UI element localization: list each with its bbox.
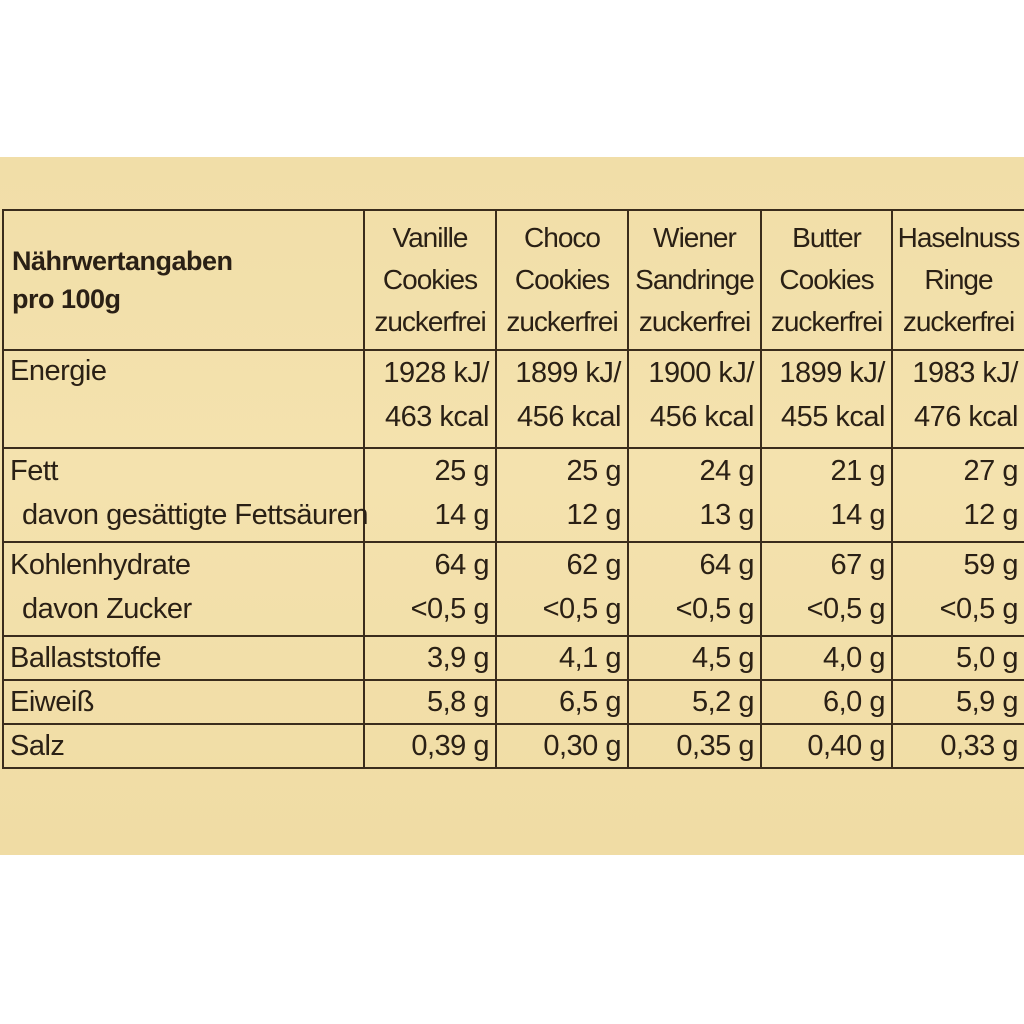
row-sub-label: davon Zucker: [22, 593, 192, 625]
fat-value: [364, 448, 496, 542]
sub-value: <0,5 g: [542, 593, 621, 625]
value: 4,0 g: [823, 642, 885, 674]
header-row: [3, 210, 1024, 350]
value: 67 g: [830, 549, 885, 581]
product-name-line: Cookies: [779, 264, 874, 295]
protein-value: [496, 680, 628, 724]
value: 4,5 g: [692, 642, 754, 674]
fat-value: [892, 448, 1024, 542]
salt-value: [892, 724, 1024, 768]
value: 5,9 g: [956, 686, 1018, 718]
energy-value: [892, 350, 1024, 448]
value: 21 g: [830, 455, 885, 487]
sub-value: 13 g: [699, 499, 754, 531]
product-name-line: zuckerfrei: [506, 306, 618, 337]
energy-kj: 1900 kJ/: [648, 357, 754, 389]
protein-value: [761, 680, 892, 724]
sub-value: <0,5 g: [410, 593, 489, 625]
value: 64 g: [699, 549, 754, 581]
value: 27 g: [963, 455, 1018, 487]
header-label-line-2: pro 100g: [12, 284, 121, 314]
energy-kcal: 463 kcal: [384, 401, 489, 433]
energy-kcal: 456 kcal: [516, 401, 621, 433]
energy-value: [628, 350, 761, 448]
row-label: Salz: [10, 730, 65, 762]
product-name-line: Ringe: [924, 264, 993, 295]
carbs-value: [364, 542, 496, 636]
fiber-value: [364, 636, 496, 680]
energy-value: [364, 350, 496, 448]
value: 25 g: [434, 455, 489, 487]
product-name-line: Wiener: [653, 222, 736, 253]
carbs-row: [3, 542, 1024, 636]
sub-value: 14 g: [434, 499, 489, 531]
row-label: Kohlenhydrate: [10, 549, 191, 581]
energy-label: [3, 350, 364, 448]
value: 0,33 g: [940, 730, 1018, 762]
salt-value: [628, 724, 761, 768]
fiber-value: [496, 636, 628, 680]
sub-value: <0,5 g: [806, 593, 885, 625]
value: 59 g: [963, 549, 1018, 581]
value: 6,0 g: [823, 686, 885, 718]
energy-kcal: 455 kcal: [780, 401, 885, 433]
value: 0,40 g: [807, 730, 885, 762]
value: 0,39 g: [411, 730, 489, 762]
value: 64 g: [434, 549, 489, 581]
nutrition-table: [2, 209, 1024, 769]
protein-value: [364, 680, 496, 724]
value: 5,8 g: [427, 686, 489, 718]
fat-row: [3, 448, 1024, 542]
fat-value: [628, 448, 761, 542]
value: 3,9 g: [427, 642, 489, 674]
fiber-value: [761, 636, 892, 680]
product-name-line: zuckerfrei: [374, 306, 486, 337]
value: 0,30 g: [543, 730, 621, 762]
carbs-value: [761, 542, 892, 636]
fat-label: [3, 448, 369, 542]
product-name-line: Choco: [524, 222, 600, 253]
fat-value: [761, 448, 892, 542]
product-choco-cookies: [496, 210, 628, 350]
row-label: Eiweiß: [10, 686, 95, 718]
fiber-value: [628, 636, 761, 680]
fiber-row: [3, 636, 1024, 680]
product-wiener-sandringe: [628, 210, 761, 350]
product-name-line: Cookies: [514, 264, 610, 295]
energy-value: [496, 350, 628, 448]
energy-kcal: 456 kcal: [649, 401, 754, 433]
salt-label: [3, 724, 364, 768]
value: 62 g: [566, 549, 621, 581]
energy-kj: 1899 kJ/: [779, 357, 885, 389]
protein-value: [628, 680, 761, 724]
product-name-line: zuckerfrei: [902, 306, 1015, 337]
value: 0,35 g: [676, 730, 754, 762]
header-label: [3, 210, 364, 350]
fat-value: [496, 448, 628, 542]
carbs-label: [3, 542, 364, 636]
fiber-value: [892, 636, 1024, 680]
fiber-label: [3, 636, 364, 680]
product-name-line: Sandringe: [635, 264, 754, 295]
product-name-line: Vanille: [392, 222, 468, 253]
carbs-value: [892, 542, 1024, 636]
value: 4,1 g: [559, 642, 621, 674]
product-haselnuss-ringe: [892, 210, 1024, 350]
row-sub-label: davon gesättigte Fettsäuren: [22, 499, 369, 531]
salt-value: [496, 724, 628, 768]
protein-label: [3, 680, 364, 724]
sub-value: 12 g: [566, 499, 621, 531]
salt-value: [761, 724, 892, 768]
energy-kj: 1899 kJ/: [515, 357, 621, 389]
product-name-line: Cookies: [382, 264, 478, 295]
value: 5,0 g: [956, 642, 1018, 674]
sub-value: 12 g: [963, 499, 1018, 531]
value: 25 g: [566, 455, 621, 487]
row-label: Ballaststoffe: [10, 642, 161, 674]
energy-value: [761, 350, 892, 448]
header-label-line-1: Nährwertangaben: [12, 246, 233, 276]
product-name-line: Butter: [792, 222, 861, 253]
energy-row: [3, 350, 1024, 448]
product-name-line: zuckerfrei: [638, 306, 751, 337]
product-name-line: zuckerfrei: [770, 306, 883, 337]
carbs-value: [496, 542, 628, 636]
product-vanille-cookies: [364, 210, 496, 350]
value: 6,5 g: [559, 686, 621, 718]
salt-value: [364, 724, 496, 768]
product-butter-cookies: [761, 210, 892, 350]
sub-value: <0,5 g: [675, 593, 754, 625]
value: 5,2 g: [692, 686, 754, 718]
carbs-value: [628, 542, 761, 636]
sub-value: 14 g: [830, 499, 885, 531]
salt-row: [3, 724, 1024, 768]
sub-value: <0,5 g: [939, 593, 1018, 625]
row-label: Energie: [10, 355, 107, 387]
energy-kj: 1983 kJ/: [912, 357, 1018, 389]
energy-kj: 1928 kJ/: [383, 357, 489, 389]
protein-row: [3, 680, 1024, 724]
protein-value: [892, 680, 1024, 724]
value: 24 g: [699, 455, 754, 487]
row-label: Fett: [10, 455, 58, 487]
product-name-line: Haselnuss: [897, 222, 1020, 253]
energy-kcal: 476 kcal: [913, 401, 1018, 433]
